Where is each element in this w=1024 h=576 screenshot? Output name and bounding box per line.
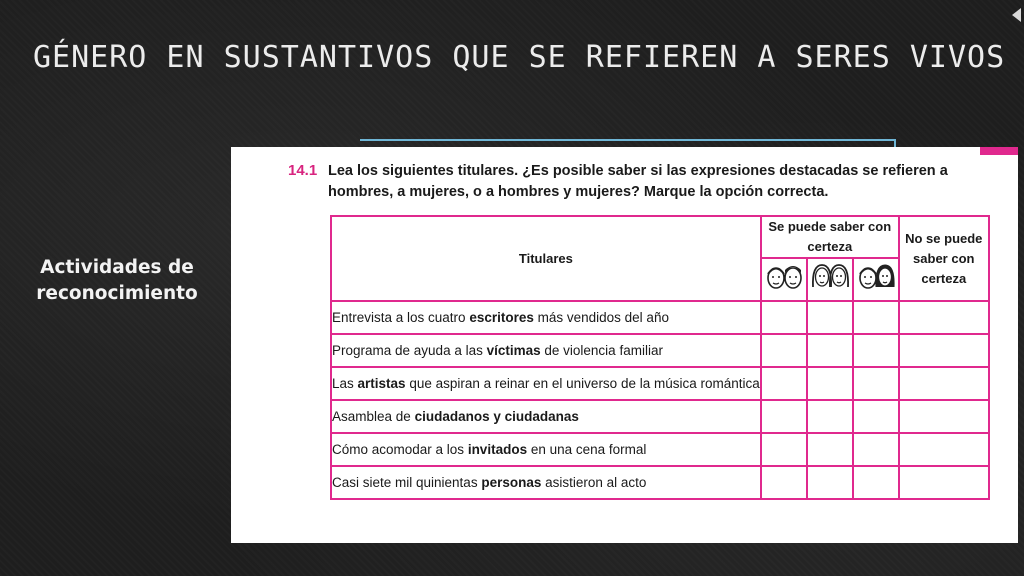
headline-text: Las — [332, 376, 358, 391]
highlighted-noun: víctimas — [486, 343, 541, 358]
headline-text: Entrevista a los cuatro — [332, 310, 470, 325]
answer-cell-can-know[interactable] — [761, 433, 807, 466]
headline-text: Cómo acomodar a los — [332, 442, 468, 457]
answer-cell-cannot-know[interactable] — [899, 301, 989, 334]
answer-cell-can-know[interactable] — [853, 367, 899, 400]
answer-cell-can-know[interactable] — [853, 466, 899, 499]
exercise-prompt: Lea los siguientes titulares. ¿Es posible saber si las expresiones destacadas se refieren a hombres, a mujeres, o a hombres y mujeres? Marque la opción correcta. — [328, 163, 948, 200]
headline-cell — [331, 367, 761, 400]
headline-text: Asamblea de — [332, 409, 415, 424]
answer-cell-can-know[interactable] — [807, 367, 853, 400]
exercise-image — [231, 147, 1018, 543]
answer-cell-can-know[interactable] — [761, 334, 807, 367]
headline-text: en una cena formal — [527, 442, 647, 457]
header-cannot-know: No se puede saber con certeza — [899, 216, 989, 301]
header-can-know: Se puede saber con certeza — [761, 216, 899, 258]
answer-cell-can-know[interactable] — [853, 400, 899, 433]
headline-text: asistieron al acto — [541, 475, 647, 490]
table-row — [331, 367, 989, 400]
man-faces-icon — [761, 258, 807, 301]
headline-text: más vendidos del año — [533, 310, 669, 325]
slide-nav-arrow-icon[interactable] — [1012, 8, 1021, 22]
table-row — [331, 334, 989, 367]
headline-cell — [331, 466, 761, 499]
exercise-table — [330, 215, 990, 500]
slide-title: GÉNERO EN SUSTANTIVOS QUE SE REFIEREN A SERES VIVOS — [33, 40, 1006, 75]
headline-cell — [331, 400, 761, 433]
answer-cell-can-know[interactable] — [853, 433, 899, 466]
headline-text: que aspiran a reinar en el universo de la música romántica — [405, 376, 760, 391]
answer-cell-can-know[interactable] — [761, 400, 807, 433]
caption-line: Actividades de — [40, 257, 194, 278]
headline-cell — [331, 301, 761, 334]
highlighted-noun: artistas — [357, 376, 406, 391]
caption-line: reconocimiento — [36, 283, 198, 304]
answer-cell-can-know[interactable] — [807, 301, 853, 334]
table-row — [331, 466, 989, 499]
activity-caption — [22, 255, 212, 307]
answer-cell-cannot-know[interactable] — [899, 400, 989, 433]
accent-line — [360, 139, 896, 141]
answer-cell-can-know[interactable] — [761, 466, 807, 499]
pink-tab — [980, 147, 1018, 155]
table-header-row — [331, 216, 989, 258]
highlighted-noun: escritores — [469, 310, 534, 325]
exercise-number: 14.1 — [288, 162, 318, 179]
highlighted-noun: invitados — [467, 442, 528, 457]
answer-cell-can-know[interactable] — [807, 400, 853, 433]
answer-cell-can-know[interactable] — [853, 301, 899, 334]
headline-cell — [331, 334, 761, 367]
table-row — [331, 433, 989, 466]
answer-cell-can-know[interactable] — [807, 334, 853, 367]
answer-cell-cannot-know[interactable] — [899, 466, 989, 499]
highlighted-noun: ciudadanos y ciudadanas — [414, 409, 579, 424]
table-row — [331, 301, 989, 334]
answer-cell-cannot-know[interactable] — [899, 367, 989, 400]
answer-cell-can-know[interactable] — [853, 334, 899, 367]
answer-cell-cannot-know[interactable] — [899, 433, 989, 466]
answer-cell-can-know[interactable] — [761, 301, 807, 334]
woman-faces-icon — [807, 258, 853, 301]
highlighted-noun: personas — [481, 475, 542, 490]
answer-cell-can-know[interactable] — [761, 367, 807, 400]
answer-cell-can-know[interactable] — [807, 433, 853, 466]
answer-cell-can-know[interactable] — [807, 466, 853, 499]
table-row — [331, 400, 989, 433]
header-titulares: Titulares — [331, 216, 761, 301]
headline-cell — [331, 433, 761, 466]
mixed-faces-icon — [853, 258, 899, 301]
headline-text: Casi siete mil quinientas — [332, 475, 482, 490]
answer-cell-cannot-know[interactable] — [899, 334, 989, 367]
headline-text: de violencia familiar — [540, 343, 663, 358]
headline-text: Programa de ayuda a las — [332, 343, 487, 358]
